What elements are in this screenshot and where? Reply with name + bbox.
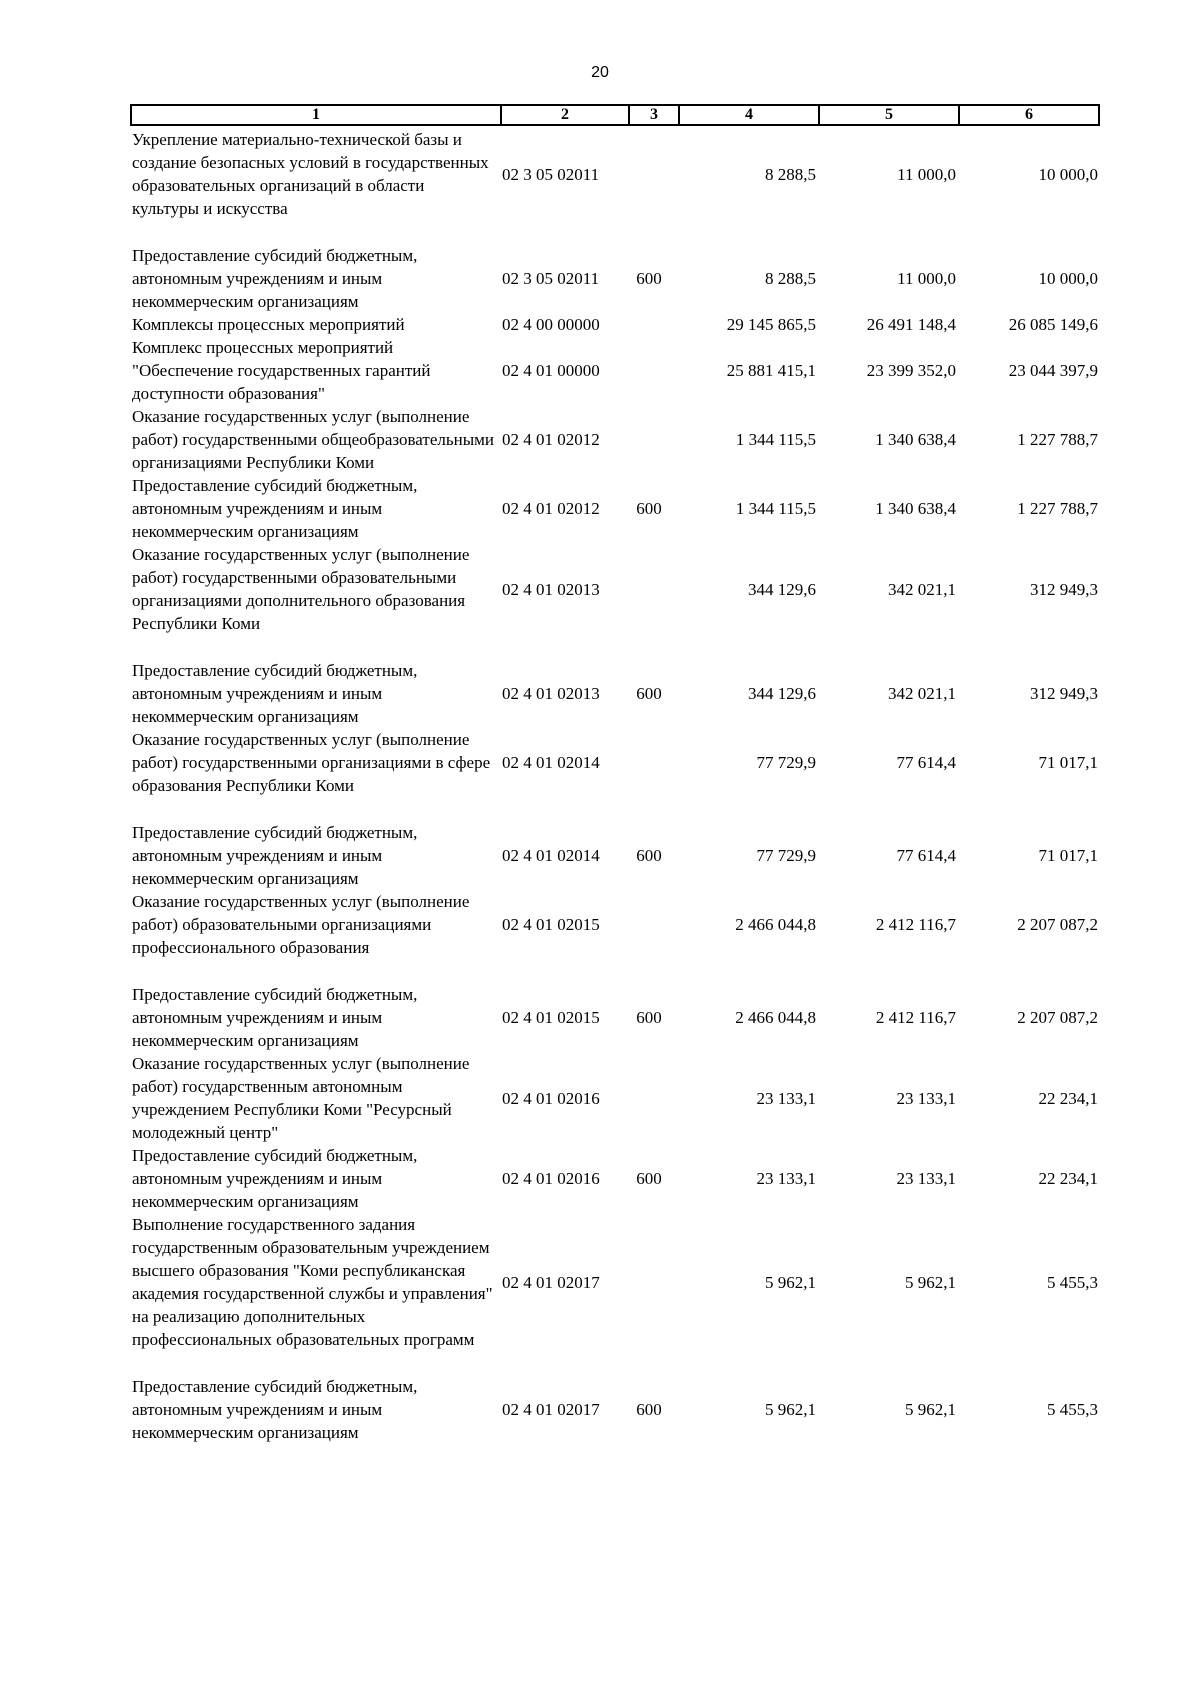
row-value-5: 11 000,0 bbox=[897, 269, 956, 288]
row-value-6: 10 000,0 bbox=[1038, 164, 1098, 184]
row-value-4: 2 466 044,8 bbox=[735, 1008, 816, 1027]
row-value-5: 2 412 116,7 bbox=[875, 1008, 956, 1027]
row-value-6: 22 234,1 bbox=[1038, 1169, 1098, 1188]
row-value-5: 26 491 148,4 bbox=[866, 315, 956, 334]
table-row bbox=[132, 1375, 1102, 1444]
row-type: 600 bbox=[636, 269, 662, 288]
header-col-6: 6 bbox=[959, 105, 1099, 125]
row-code: 02 4 01 02013 bbox=[502, 684, 600, 703]
table-row bbox=[132, 659, 1102, 728]
row-value-4: 8 288,5 bbox=[765, 164, 816, 184]
row-value-4: 77 729,9 bbox=[756, 846, 816, 865]
row-value-5: 23 399 352,0 bbox=[866, 361, 956, 380]
row-value-4: 23 133,1 bbox=[756, 1169, 816, 1188]
row-value-6: 71 017,1 bbox=[1038, 846, 1098, 865]
row-value-6: 312 949,3 bbox=[1030, 579, 1098, 599]
table-row bbox=[132, 405, 1102, 474]
row-value-4: 29 145 865,5 bbox=[726, 315, 816, 334]
row-value-5: 5 962,1 bbox=[905, 1272, 956, 1292]
row-value-4: 1 344 115,5 bbox=[735, 499, 816, 518]
row-value-5: 342 021,1 bbox=[888, 579, 956, 599]
row-value-4: 8 288,5 bbox=[765, 269, 816, 288]
page-number: 20 bbox=[591, 64, 609, 81]
row-value-6: 26 085 149,6 bbox=[1008, 315, 1098, 334]
row-code: 02 4 01 00000 bbox=[502, 361, 600, 380]
row-value-4: 5 962,1 bbox=[765, 1400, 816, 1419]
row-value-6: 1 227 788,7 bbox=[1017, 430, 1098, 449]
table-row bbox=[132, 474, 1102, 543]
row-name: Предоставление субсидий бюджетным, автономным учреждениям и иным некоммерческим организациям bbox=[132, 823, 418, 888]
row-value-4: 2 466 044,8 bbox=[735, 915, 816, 934]
row-name: Оказание государственных услуг (выполнение работ) государственными организациями в сфере образования Республики Коми bbox=[132, 730, 491, 795]
table-row bbox=[132, 1213, 1102, 1375]
table-row bbox=[132, 728, 1102, 821]
row-type: 600 bbox=[636, 499, 662, 518]
table-row bbox=[132, 983, 1102, 1052]
row-code: 02 4 00 00000 bbox=[502, 315, 600, 334]
row-type: 600 bbox=[636, 1008, 662, 1027]
row-value-4: 344 129,6 bbox=[748, 684, 816, 703]
header-col-1: 1 bbox=[131, 105, 501, 125]
row-name: Комплекс процессных мероприятий "Обеспечение государственных гарантий доступности образования" bbox=[132, 338, 431, 403]
table-row bbox=[132, 821, 1102, 890]
row-value-6: 1 227 788,7 bbox=[1017, 499, 1098, 518]
row-value-4: 25 881 415,1 bbox=[726, 361, 816, 380]
row-code: 02 4 01 02016 bbox=[502, 1088, 600, 1108]
row-value-4: 344 129,6 bbox=[748, 579, 816, 599]
row-value-5: 23 133,1 bbox=[896, 1169, 956, 1188]
row-name: Предоставление субсидий бюджетным, автономным учреждениям и иным некоммерческим организациям bbox=[132, 1146, 418, 1211]
row-value-5: 5 962,1 bbox=[905, 1400, 956, 1419]
header-row bbox=[131, 105, 1099, 125]
row-name: Предоставление субсидий бюджетным, автономным учреждениям и иным некоммерческим организациям bbox=[132, 1377, 418, 1442]
row-code: 02 4 01 02013 bbox=[502, 579, 600, 599]
table-row bbox=[132, 244, 1102, 313]
row-value-6: 22 234,1 bbox=[1038, 1088, 1098, 1108]
row-code: 02 4 01 02012 bbox=[502, 499, 600, 518]
row-type: 600 bbox=[636, 1400, 662, 1419]
header-col-5: 5 bbox=[819, 105, 959, 125]
row-code: 02 3 05 02011 bbox=[502, 269, 600, 288]
row-name: Оказание государственных услуг (выполнение работ) государственными общеобразовательными организациями Республики Коми bbox=[132, 407, 494, 472]
row-value-6: 71 017,1 bbox=[1038, 753, 1098, 772]
header-col-2: 2 bbox=[501, 105, 629, 125]
row-value-6: 5 455,3 bbox=[1047, 1272, 1098, 1292]
row-value-6: 5 455,3 bbox=[1047, 1400, 1098, 1419]
row-value-4: 77 729,9 bbox=[756, 753, 816, 772]
table-row bbox=[132, 336, 1102, 405]
header-col-3: 3 bbox=[629, 105, 679, 125]
table-row bbox=[132, 1052, 1102, 1144]
row-name: Предоставление субсидий бюджетным, автономным учреждениям и иным некоммерческим организациям bbox=[132, 661, 418, 726]
row-code: 02 4 01 02017 bbox=[502, 1400, 600, 1419]
row-value-5: 1 340 638,4 bbox=[875, 430, 956, 449]
table-row bbox=[132, 128, 1102, 244]
row-value-5: 77 614,4 bbox=[896, 846, 956, 865]
row-name: Оказание государственных услуг (выполнение работ) образовательными организациями профессионального образования bbox=[132, 892, 470, 957]
row-name: Предоставление субсидий бюджетным, автономным учреждениям и иным некоммерческим организациям bbox=[132, 246, 418, 311]
row-type: 600 bbox=[636, 684, 662, 703]
budget-table-body bbox=[132, 128, 1102, 1444]
row-code: 02 4 01 02015 bbox=[502, 915, 600, 934]
table-row bbox=[132, 313, 1102, 336]
table-row bbox=[132, 890, 1102, 983]
row-code: 02 4 01 02017 bbox=[502, 1272, 600, 1292]
row-value-5: 11 000,0 bbox=[897, 164, 956, 184]
row-value-6: 10 000,0 bbox=[1038, 269, 1098, 288]
row-code: 02 3 05 02011 bbox=[502, 164, 600, 184]
row-name: Выполнение государственного задания государственным образовательным учреждением высшего образования "Коми республиканская академия государственной службы и управления" на реализацию дополнительных профессиональных образовательных программ bbox=[132, 1215, 493, 1349]
row-name: Укрепление материально-технической базы и создание безопасных условий в государственных образовательных организаций в области культуры и искусства bbox=[132, 130, 489, 218]
row-type: 600 bbox=[636, 1169, 662, 1188]
row-name: Комплексы процессных мероприятий bbox=[132, 315, 405, 334]
row-name: Предоставление субсидий бюджетным, автономным учреждениям и иным некоммерческим организациям bbox=[132, 476, 418, 541]
row-name: Оказание государственных услуг (выполнение работ) государственными образовательными организациями дополнительного образования Республики Коми bbox=[132, 545, 470, 633]
row-value-6: 23 044 397,9 bbox=[1008, 361, 1098, 380]
row-value-6: 2 207 087,2 bbox=[1017, 915, 1098, 934]
row-value-6: 2 207 087,2 bbox=[1017, 1008, 1098, 1027]
row-code: 02 4 01 02012 bbox=[502, 430, 600, 449]
row-code: 02 4 01 02015 bbox=[502, 1008, 600, 1027]
row-type: 600 bbox=[636, 846, 662, 865]
row-value-5: 23 133,1 bbox=[896, 1088, 956, 1108]
header-col-4: 4 bbox=[679, 105, 819, 125]
row-value-6: 312 949,3 bbox=[1030, 684, 1098, 703]
table-header bbox=[130, 104, 1100, 126]
row-value-4: 5 962,1 bbox=[765, 1272, 816, 1292]
row-value-5: 342 021,1 bbox=[888, 684, 956, 703]
table-row bbox=[132, 543, 1102, 659]
row-value-5: 77 614,4 bbox=[896, 753, 956, 772]
row-code: 02 4 01 02016 bbox=[502, 1169, 600, 1188]
row-value-4: 1 344 115,5 bbox=[735, 430, 816, 449]
row-value-5: 1 340 638,4 bbox=[875, 499, 956, 518]
row-name: Предоставление субсидий бюджетным, автономным учреждениям и иным некоммерческим организациям bbox=[132, 985, 418, 1050]
row-code: 02 4 01 02014 bbox=[502, 846, 600, 865]
table-row bbox=[132, 1144, 1102, 1213]
row-name: Оказание государственных услуг (выполнение работ) государственным автономным учреждением Республики Коми "Ресурсный молодежный центр" bbox=[132, 1054, 470, 1142]
row-value-5: 2 412 116,7 bbox=[875, 915, 956, 934]
row-value-4: 23 133,1 bbox=[756, 1088, 816, 1108]
row-code: 02 4 01 02014 bbox=[502, 753, 600, 772]
